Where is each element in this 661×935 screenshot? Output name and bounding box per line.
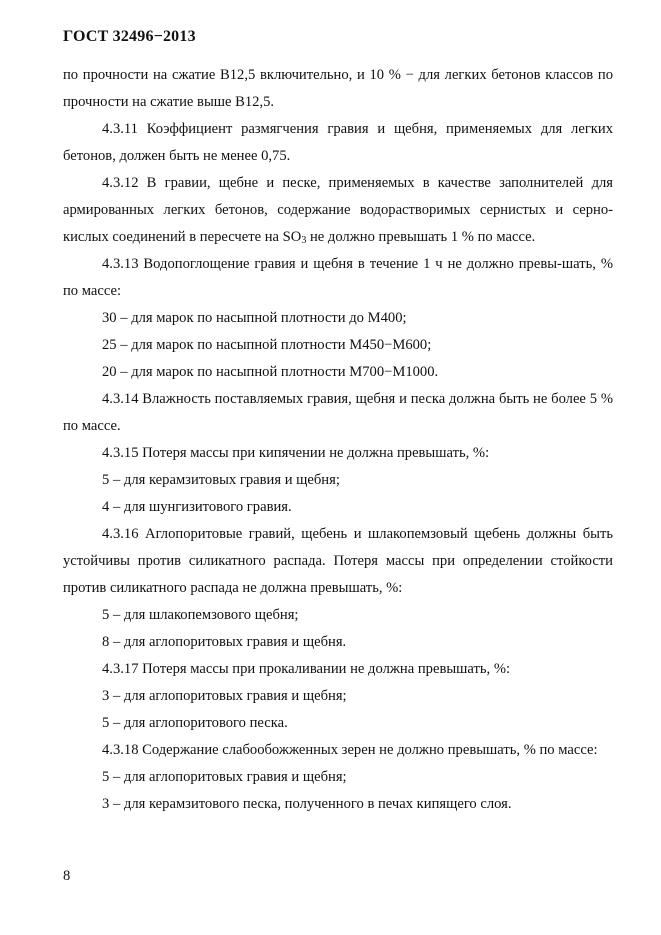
paragraph-4-3-18: 4.3.18 Содержание слабообожженных зерен не должно превышать, % по массе:: [102, 742, 598, 758]
list-item: 5 – для аглопоритовых гравия и щебня;: [102, 769, 347, 785]
document-body: [63, 62, 613, 818]
list-item: 5 – для керамзитовых гравия и щебня;: [102, 472, 340, 488]
list-item: 5 – для шлакопемзового щебня;: [102, 607, 299, 623]
paragraph-4-3-16: 4.3.16 Аглопоритовые гравий, щебень и шлакопемзовый щебень должны быть устойчивы против силикатного распада. Потеря массы при определении стойкости против силикатного распада не должна превышать, %:: [63, 526, 613, 596]
list-item: 3 – для аглопоритовых гравия и щебня;: [102, 688, 347, 704]
paragraph-text: не должно превышать 1 % по массе.: [306, 229, 536, 245]
paragraph-4-3-14: 4.3.14 Влажность поставляемых гравия, щебня и песка должна быть не более 5 % по массе.: [63, 391, 613, 434]
paragraph-text: 4.3.12 В гравии, щебне и песке, применяемых в качестве заполнителей для армированных легких бетонов, содержание водорастворимых сернистых и серно-кислых соединений в пересчете на SO: [63, 175, 613, 245]
document-header: ГОСТ 32496−2013: [63, 28, 196, 45]
paragraph-4-3-17: 4.3.17 Потеря массы при прокаливании не должна превышать, %:: [102, 661, 511, 677]
paragraph-4-3-15: 4.3.15 Потеря массы при кипячении не должна превышать, %:: [102, 445, 490, 461]
so3-subscript: 3: [301, 235, 307, 246]
paragraph-4-3-13: 4.3.13 Водопоглощение гравия и щебня в течение 1 ч не должно превы-шать, % по массе:: [63, 256, 613, 299]
list-item: 5 – для аглопоритового песка.: [102, 715, 288, 731]
paragraph-4-3-12: [63, 170, 613, 251]
list-item: 25 – для марок по насыпной плотности М450−М600;: [102, 337, 432, 353]
page-number: 8: [63, 868, 71, 884]
paragraph-4-3-11: 4.3.11 Коэффициент размягчения гравия и щебня, применяемых для легких бетонов, должен быть не менее 0,75.: [63, 121, 613, 164]
list-item: 3 – для керамзитового песка, полученного в печах кипящего слоя.: [102, 796, 512, 812]
paragraph: по прочности на сжатие В12,5 включительно, и 10 % − для легких бетонов классов по прочности на сжатие выше В12,5.: [63, 67, 613, 110]
list-item: 30 – для марок по насыпной плотности до М400;: [102, 310, 407, 326]
list-item: 4 – для шунгизитового гравия.: [102, 499, 292, 515]
list-item: 8 – для аглопоритовых гравия и щебня.: [102, 634, 347, 650]
list-item: 20 – для марок по насыпной плотности М700−М1000.: [102, 364, 439, 380]
